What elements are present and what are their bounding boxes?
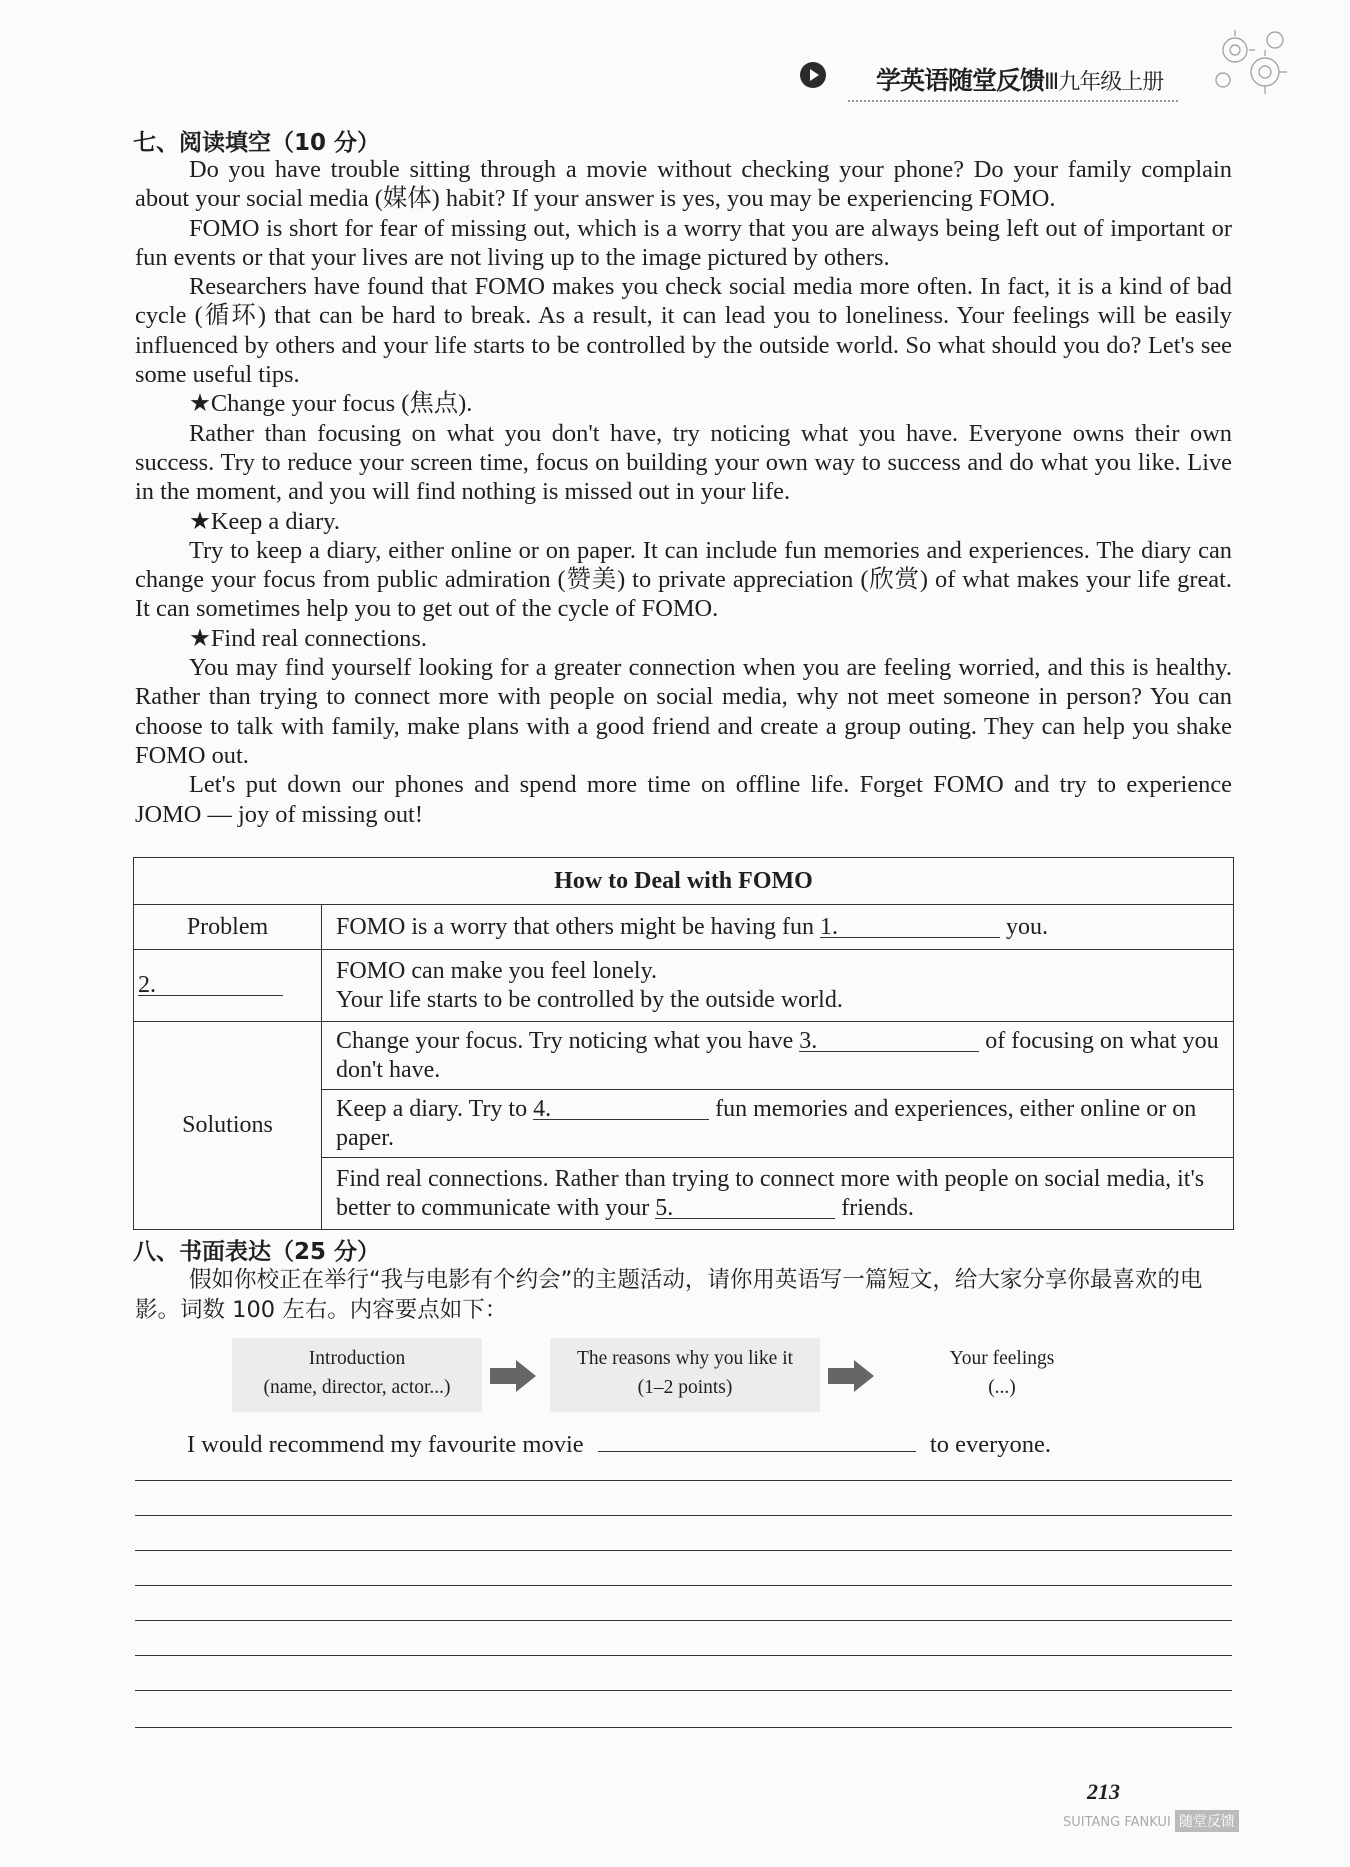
solutions-label: Solutions [134,1022,322,1230]
outline-step-feelings: Your feelings (...) [949,1348,1055,1398]
header-dotted-rule [848,100,1178,102]
writing-line[interactable] [135,1727,1232,1728]
writing-line[interactable] [135,1480,1232,1481]
answer-blank-4[interactable]: 4. [533,1095,709,1120]
page-header [800,58,1240,103]
arrow-right-icon [828,1360,874,1392]
tip-heading: ★Change your focus (焦点). [189,390,473,418]
passage-paragraph: You may find yourself looking for a greater connection when you are feeling worried, and this is healthy. Rather than trying to connect more with people on social media, why not meet someone in person? You can choose to talk with family, make plans with a good friend and create a group outing. They can help you shake FOMO out. [135,654,1232,769]
table-title: How to Deal with FOMO [134,858,1234,905]
passage-paragraph: Try to keep a diary, either online or on paper. It can include fun memories and experiences. The diary can change your focus from public admiration (赞美) to private appreciation (欣赏) of what makes your life great. It can sometimes help you to get out of the cycle of FOMO. [135,536,1232,623]
reading-passage [135,155,1232,829]
solution-cell-3: Find real connections. Rather than trying to connect more with people on social media, it's better to communicate with your 5. friends. [322,1158,1234,1230]
writing-line[interactable] [135,1690,1232,1691]
outline-step-intro: Introduction (name, director, actor...) [232,1338,482,1412]
writing-outline [232,1338,1112,1418]
play-icon [800,62,826,88]
writing-line[interactable] [135,1655,1232,1656]
problem-cell: FOMO is a worry that others might be having fun 1. you. [322,905,1234,950]
passage-paragraph: FOMO is short for fear of missing out, which is a worry that you are always being left out of important or fun events or that your lives are not living up to the image pictured by others. [135,214,1232,271]
writing-line[interactable] [135,1515,1232,1516]
book-title: 学英语随堂反馈Ⅲ九年级上册 [876,66,1164,95]
passage-paragraph: Rather than focusing on what you don't have, try noticing what you have. Everyone owns their own success. Try to reduce your screen time, focus on building your own way to success and do what you like. Live in the moment, and you will find nothing is missed out in your life. [135,419,1232,506]
answer-blank-5[interactable]: 5. [655,1194,835,1219]
problem-label: Problem [134,905,322,950]
writing-line[interactable] [135,1585,1232,1586]
passage-paragraph: Do you have trouble sitting through a movie without checking your phone? Do your family complain about your social media (媒体) habit? If your answer is yes, you may be experiencing FOMO. [135,156,1232,213]
recommend-sentence: I would recommend my favourite movie to everyone. [187,1427,1051,1459]
section-7-heading: 七、阅读填空（10 分） [133,130,381,156]
arrow-right-icon [490,1360,536,1392]
answer-blank-3[interactable]: 3. [799,1027,979,1052]
effects-cell: FOMO can make you feel lonely. Your life starts to be controlled by the outside world. [322,950,1234,1022]
passage-paragraph: Let's put down our phones and spend more time on offline life. Forget FOMO and try to experience JOMO — joy of missing out! [135,771,1232,828]
writing-line[interactable] [135,1550,1232,1551]
solution-cell-1: Change your focus. Try noticing what you have 3. of focusing on what you don't have. [322,1022,1234,1090]
section-8-heading: 八、书面表达（25 分） [133,1239,381,1265]
writing-prompt: 假如你校正在举行“我与电影有个约会”的主题活动，请你用英语写一篇短文，给大家分享你最喜欢的电影。词数 100 左右。内容要点如下： [135,1267,1203,1323]
fomo-table [133,857,1234,1230]
tip-heading: ★Find real connections. [189,624,427,652]
page-number: 213 [1087,1779,1120,1804]
passage-paragraph: Researchers have found that FOMO makes you check social media more often. In fact, it is a kind of bad cycle (循环) that can be hard to break. As a result, it can lead you to loneliness. Your feelings will be easily influenced by others and your life starts to be controlled by the outside world. So what should you do? Let's see some useful tips. [135,273,1232,389]
solution-cell-2: Keep a diary. Try to 4. fun memories and experiences, either online or on paper. [322,1090,1234,1158]
flower-decoration-icon [1205,22,1295,107]
answer-blank-1[interactable]: 1. [820,913,1000,938]
answer-cell-2 [134,950,322,1022]
outline-step-reasons: The reasons why you like it (1–2 points) [550,1338,820,1412]
writing-line[interactable] [135,1620,1232,1621]
answer-blank-2[interactable]: 2. [138,971,283,996]
tip-heading: ★Keep a diary. [189,507,340,535]
movie-name-blank[interactable] [598,1427,916,1452]
footer-brand: SUITANG FANKUI 随堂反馈 [1063,1810,1239,1832]
